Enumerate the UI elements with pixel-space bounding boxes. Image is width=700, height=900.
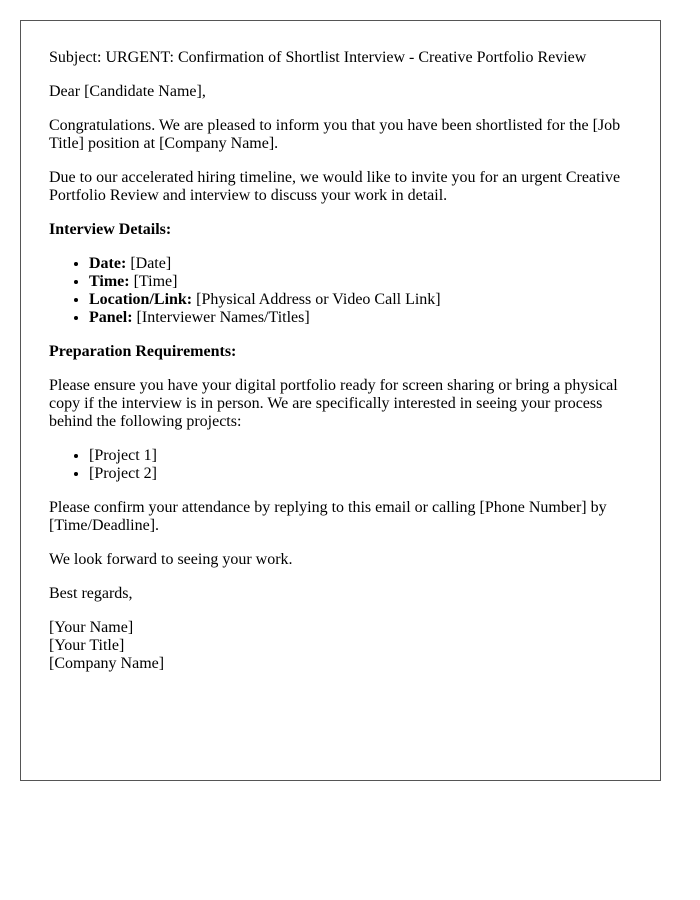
greeting: Dear [Candidate Name], xyxy=(49,83,206,100)
detail-panel xyxy=(89,309,632,327)
intro-paragraph: Congratulations. We are pleased to inform you that you have been shortlisted for the [Job Title] position at [Company Name]. xyxy=(49,117,621,152)
interview-details-list xyxy=(49,255,632,327)
detail-value: [Date] xyxy=(126,255,172,272)
project-item: • [Project 2] xyxy=(89,465,632,483)
signature-title: [Your Title] xyxy=(49,637,125,654)
prep-heading xyxy=(49,343,632,361)
timeline-paragraph: Due to our accelerated hiring timeline, we would like to invite you for an urgent Creative Portfolio Review and interview to discuss your work in detail. xyxy=(49,169,621,204)
detail-value: [Interviewer Names/Titles] xyxy=(132,309,310,326)
detail-label: Panel: xyxy=(89,309,133,326)
projects-list xyxy=(49,447,632,483)
detail-label: Time: xyxy=(89,273,130,290)
letter xyxy=(20,20,661,781)
interview-heading xyxy=(49,221,632,239)
interview-heading-text: Interview Details: xyxy=(49,221,172,238)
detail-value: [Time] xyxy=(129,273,178,290)
detail-time xyxy=(89,273,632,291)
prep-heading-text: Preparation Requirements: xyxy=(49,343,237,360)
prep-paragraph: Please ensure you have your digital portfolio ready for screen sharing or bring a physical copy if the interview is in person. We are specifically interested in seeing your process behind the following projects: xyxy=(49,377,618,430)
signature-block xyxy=(49,619,632,673)
detail-value: [Physical Address or Video Call Link] xyxy=(192,291,441,308)
confirm-paragraph: Please confirm your attendance by replying to this email or calling [Phone Number] by [Time/Deadline]. xyxy=(49,499,607,534)
detail-location xyxy=(89,291,632,309)
detail-date xyxy=(89,255,632,273)
signoff: Best regards, xyxy=(49,585,133,602)
subject-line: Subject: URGENT: Confirmation of Shortlist Interview - Creative Portfolio Review xyxy=(49,49,587,66)
detail-label: Date: xyxy=(89,255,127,272)
signature-name: [Your Name] xyxy=(49,619,134,636)
detail-label: Location/Link: xyxy=(89,291,193,308)
signature-company: [Company Name] xyxy=(49,655,165,672)
project-item: • [Project 1] xyxy=(89,447,632,465)
closing-line: We look forward to seeing your work. xyxy=(49,551,293,568)
